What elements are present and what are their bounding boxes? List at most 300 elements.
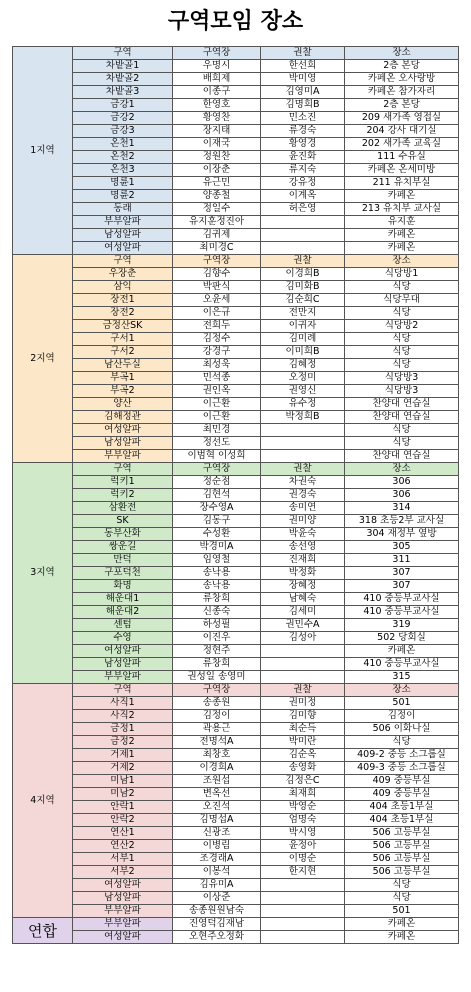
cell-district: 럭키1 bbox=[73, 476, 173, 489]
table-row bbox=[13, 268, 459, 281]
table-row bbox=[13, 528, 459, 541]
cell-place: 315 bbox=[345, 671, 459, 684]
cell-district: 차밭골1 bbox=[73, 60, 173, 73]
table-row bbox=[13, 86, 459, 99]
cell-district: 구서2 bbox=[73, 346, 173, 359]
cell-leader: 신종숙 bbox=[173, 606, 261, 619]
cell-place: 식당무대 bbox=[345, 294, 459, 307]
cell-place: 409-2 중등 소그룹실 bbox=[345, 749, 459, 762]
cell-place: 식당 bbox=[345, 333, 459, 346]
table-row bbox=[13, 892, 459, 905]
cell-assistant: 박윤숙 bbox=[261, 528, 345, 541]
cell-district: 온천3 bbox=[73, 164, 173, 177]
cell-district: 서부2 bbox=[73, 866, 173, 879]
cell-district: 삼환전 bbox=[73, 502, 173, 515]
cell-place: 318 초등2부 교사실 bbox=[345, 515, 459, 528]
cell-assistant: 권민수A bbox=[261, 619, 345, 632]
cell-district: 부곡1 bbox=[73, 372, 173, 385]
cell-district: 명륜2 bbox=[73, 190, 173, 203]
table-row bbox=[13, 372, 459, 385]
table-row bbox=[13, 762, 459, 775]
cell-leader: 송종원 bbox=[173, 697, 261, 710]
cell-district: 부부알파 bbox=[73, 450, 173, 463]
cell-leader: 정일수 bbox=[173, 203, 261, 216]
cell-district: 해운대2 bbox=[73, 606, 173, 619]
region-header-row bbox=[13, 463, 459, 476]
cell-place: 506 고등부실 bbox=[345, 866, 459, 879]
cell-place: 501 bbox=[345, 905, 459, 918]
cell-district: 남산두실 bbox=[73, 359, 173, 372]
cell-place: 209 새가족 영접실 bbox=[345, 112, 459, 125]
cell-leader: 오윤세 bbox=[173, 294, 261, 307]
cell-place: 306 bbox=[345, 476, 459, 489]
cell-district: 여성알파 bbox=[73, 931, 173, 944]
cell-assistant: 민소진 bbox=[261, 112, 345, 125]
cell-place: 식당 bbox=[345, 359, 459, 372]
column-header-place: 장소 bbox=[345, 255, 459, 268]
table-row bbox=[13, 541, 459, 554]
cell-assistant: 엄명숙 bbox=[261, 814, 345, 827]
table-row bbox=[13, 385, 459, 398]
cell-assistant: 이귀자 bbox=[261, 320, 345, 333]
table-row bbox=[13, 580, 459, 593]
cell-place: 식당방1 bbox=[345, 268, 459, 281]
cell-leader: 정원찬 bbox=[173, 151, 261, 164]
cell-place: 식당 bbox=[345, 281, 459, 294]
cell-assistant: 윤진화 bbox=[261, 151, 345, 164]
cell-district: 거제1 bbox=[73, 749, 173, 762]
table-row bbox=[13, 138, 459, 151]
cell-district: 수영 bbox=[73, 632, 173, 645]
table-row bbox=[13, 606, 459, 619]
table-row bbox=[13, 840, 459, 853]
table-row bbox=[13, 788, 459, 801]
cell-leader: 이재국 bbox=[173, 138, 261, 151]
cell-district: 부부알파 bbox=[73, 671, 173, 684]
table-row bbox=[13, 359, 459, 372]
cell-district: 만덕 bbox=[73, 554, 173, 567]
column-header-place: 장소 bbox=[345, 684, 459, 697]
cell-leader: 이경희A bbox=[173, 762, 261, 775]
cell-district: 온천2 bbox=[73, 151, 173, 164]
cell-assistant bbox=[261, 918, 345, 931]
cell-assistant bbox=[261, 229, 345, 242]
column-header-leader: 구역장 bbox=[173, 684, 261, 697]
table-row bbox=[13, 60, 459, 73]
cell-leader: 곽용근 bbox=[173, 723, 261, 736]
cell-place: 2층 본당 bbox=[345, 60, 459, 73]
cell-assistant: 윤정아 bbox=[261, 840, 345, 853]
cell-assistant: 김미례 bbox=[261, 333, 345, 346]
cell-district: 동래 bbox=[73, 203, 173, 216]
cell-assistant bbox=[261, 437, 345, 450]
table-row bbox=[13, 411, 459, 424]
cell-place: 410 중등부교사실 bbox=[345, 606, 459, 619]
cell-district: 금정1 bbox=[73, 723, 173, 736]
cell-district: 센텀 bbox=[73, 619, 173, 632]
cell-leader: 장수영A bbox=[173, 502, 261, 515]
cell-district: 미남2 bbox=[73, 788, 173, 801]
cell-leader: 박경미A bbox=[173, 541, 261, 554]
cell-leader: 김향수 bbox=[173, 268, 261, 281]
table-row bbox=[13, 879, 459, 892]
cell-district: 여성알파 bbox=[73, 645, 173, 658]
table-row bbox=[13, 502, 459, 515]
cell-place: 202 새가족 교육실 bbox=[345, 138, 459, 151]
cell-leader: 유지훈정진아 bbox=[173, 216, 261, 229]
table-row bbox=[13, 294, 459, 307]
table-row bbox=[13, 931, 459, 944]
cell-assistant: 한지현 bbox=[261, 866, 345, 879]
cell-assistant bbox=[261, 645, 345, 658]
cell-district: 명륜1 bbox=[73, 177, 173, 190]
cell-district: 양산 bbox=[73, 398, 173, 411]
table-row bbox=[13, 710, 459, 723]
cell-leader: 류창희 bbox=[173, 593, 261, 606]
cell-assistant: 박정희B bbox=[261, 411, 345, 424]
table-row bbox=[13, 619, 459, 632]
table-row bbox=[13, 723, 459, 736]
cell-district: 금정2 bbox=[73, 736, 173, 749]
column-header-assistant: 권찰 bbox=[261, 463, 345, 476]
table-row bbox=[13, 281, 459, 294]
table-body bbox=[13, 47, 459, 944]
cell-place: 319 bbox=[345, 619, 459, 632]
cell-leader: 오현주오정화 bbox=[173, 931, 261, 944]
cell-assistant: 송영화 bbox=[261, 762, 345, 775]
cell-place: 501 bbox=[345, 697, 459, 710]
cell-assistant: 류경숙 bbox=[261, 125, 345, 138]
cell-place: 카페온 bbox=[345, 190, 459, 203]
cell-place: 카페온 bbox=[345, 645, 459, 658]
table-row bbox=[13, 320, 459, 333]
cell-assistant bbox=[261, 905, 345, 918]
cell-leader: 이상준 bbox=[173, 892, 261, 905]
cell-assistant: 이미희B bbox=[261, 346, 345, 359]
cell-assistant: 송선영 bbox=[261, 541, 345, 554]
cell-leader: 김정이 bbox=[173, 710, 261, 723]
cell-district: 안락2 bbox=[73, 814, 173, 827]
table-row bbox=[13, 697, 459, 710]
table-row bbox=[13, 398, 459, 411]
cell-place: 404 초등1부실 bbox=[345, 801, 459, 814]
cell-district: 화명 bbox=[73, 580, 173, 593]
cell-place: 410 중등부교사실 bbox=[345, 658, 459, 671]
cell-district: 동부산화 bbox=[73, 528, 173, 541]
page-title: 구역모임 장소 bbox=[167, 9, 304, 34]
column-header-district: 구역 bbox=[73, 684, 173, 697]
cell-place: 식당 bbox=[345, 307, 459, 320]
table-row bbox=[13, 515, 459, 528]
cell-assistant bbox=[261, 671, 345, 684]
region-label: 3지역 bbox=[13, 463, 73, 684]
region-label: 연합 bbox=[13, 918, 73, 944]
cell-leader: 송낙용 bbox=[173, 580, 261, 593]
cell-assistant: 권영신 bbox=[261, 385, 345, 398]
cell-district: 부부알파 bbox=[73, 216, 173, 229]
cell-leader: 전희두 bbox=[173, 320, 261, 333]
cell-assistant: 류지숙 bbox=[261, 164, 345, 177]
cell-place: 카페온 bbox=[345, 918, 459, 931]
table-row bbox=[13, 814, 459, 827]
cell-leader: 강경구 bbox=[173, 346, 261, 359]
cell-assistant: 박시영 bbox=[261, 827, 345, 840]
cell-leader: 조경래A bbox=[173, 853, 261, 866]
cell-leader: 하성필 bbox=[173, 619, 261, 632]
cell-place: 307 bbox=[345, 580, 459, 593]
cell-leader: 이장춘 bbox=[173, 164, 261, 177]
cell-leader: 송낙용 bbox=[173, 567, 261, 580]
cell-assistant bbox=[261, 658, 345, 671]
table-row bbox=[13, 736, 459, 749]
cell-district: 금강3 bbox=[73, 125, 173, 138]
table-row bbox=[13, 151, 459, 164]
cell-district: SK bbox=[73, 515, 173, 528]
cell-leader: 이근환 bbox=[173, 411, 261, 424]
cell-place: 찬양대 연습실 bbox=[345, 450, 459, 463]
cell-leader: 오진석 bbox=[173, 801, 261, 814]
cell-assistant: 김혜정 bbox=[261, 359, 345, 372]
cell-leader: 이범혁 이성희 bbox=[173, 450, 261, 463]
cell-district: 서부1 bbox=[73, 853, 173, 866]
cell-district: 여성알파 bbox=[73, 424, 173, 437]
cell-district: 장전1 bbox=[73, 294, 173, 307]
cell-district: 차밭골3 bbox=[73, 86, 173, 99]
cell-leader: 정선도 bbox=[173, 437, 261, 450]
region-header-row bbox=[13, 255, 459, 268]
region-header-row bbox=[13, 47, 459, 60]
cell-district: 구서1 bbox=[73, 333, 173, 346]
table-row bbox=[13, 827, 459, 840]
cell-leader: 진영덕김재남 bbox=[173, 918, 261, 931]
cell-district: 사직2 bbox=[73, 710, 173, 723]
table-row bbox=[13, 307, 459, 320]
cell-assistant: 이계옥 bbox=[261, 190, 345, 203]
cell-district: 금정산SK bbox=[73, 320, 173, 333]
table-row bbox=[13, 216, 459, 229]
region-label: 4지역 bbox=[13, 684, 73, 918]
table-row bbox=[13, 450, 459, 463]
cell-place: 2층 본당 bbox=[345, 99, 459, 112]
cell-leader: 최성욱 bbox=[173, 359, 261, 372]
cell-assistant: 김정은C bbox=[261, 775, 345, 788]
table-row bbox=[13, 658, 459, 671]
table-row bbox=[13, 671, 459, 684]
cell-leader: 김유미A bbox=[173, 879, 261, 892]
cell-district: 김해정관 bbox=[73, 411, 173, 424]
cell-district: 여성알파 bbox=[73, 242, 173, 255]
cell-leader: 이병림 bbox=[173, 840, 261, 853]
cell-assistant: 박영순 bbox=[261, 801, 345, 814]
table-row bbox=[13, 554, 459, 567]
cell-district: 럭키2 bbox=[73, 489, 173, 502]
cell-leader: 유근민 bbox=[173, 177, 261, 190]
table-row bbox=[13, 853, 459, 866]
cell-district: 연산1 bbox=[73, 827, 173, 840]
cell-place: 식당 bbox=[345, 892, 459, 905]
cell-district: 거제2 bbox=[73, 762, 173, 775]
cell-place: 식당 bbox=[345, 437, 459, 450]
column-header-district: 구역 bbox=[73, 47, 173, 60]
cell-place: 213 유치부 교사실 bbox=[345, 203, 459, 216]
cell-district: 금강2 bbox=[73, 112, 173, 125]
cell-leader: 이종구 bbox=[173, 86, 261, 99]
cell-place: 카페온 bbox=[345, 229, 459, 242]
cell-assistant: 김성아 bbox=[261, 632, 345, 645]
cell-district: 미남1 bbox=[73, 775, 173, 788]
cell-district: 남성알파 bbox=[73, 892, 173, 905]
table-row bbox=[13, 645, 459, 658]
cell-assistant: 장혜정 bbox=[261, 580, 345, 593]
cell-place: 410 중등부교사실 bbox=[345, 593, 459, 606]
table-row bbox=[13, 775, 459, 788]
column-header-district: 구역 bbox=[73, 255, 173, 268]
cell-place: 506 고등부실 bbox=[345, 840, 459, 853]
cell-district: 우장춘 bbox=[73, 268, 173, 281]
table-row bbox=[13, 476, 459, 489]
cell-district: 부곡2 bbox=[73, 385, 173, 398]
column-header-place: 장소 bbox=[345, 47, 459, 60]
cell-place: 314 bbox=[345, 502, 459, 515]
cell-assistant: 김미향 bbox=[261, 710, 345, 723]
cell-district: 안락1 bbox=[73, 801, 173, 814]
cell-district: 부부알파 bbox=[73, 918, 173, 931]
table-row bbox=[13, 905, 459, 918]
cell-place: 식당 bbox=[345, 736, 459, 749]
cell-place: 식당 bbox=[345, 424, 459, 437]
cell-place: 찬양대 연습실 bbox=[345, 398, 459, 411]
cell-leader: 한영호 bbox=[173, 99, 261, 112]
cell-leader: 수성환 bbox=[173, 528, 261, 541]
cell-assistant bbox=[261, 879, 345, 892]
cell-place: 502 당회실 bbox=[345, 632, 459, 645]
cell-assistant: 김순옥 bbox=[261, 749, 345, 762]
table-row bbox=[13, 424, 459, 437]
table-row bbox=[13, 866, 459, 879]
column-header-place: 장소 bbox=[345, 463, 459, 476]
cell-place: 307 bbox=[345, 567, 459, 580]
cell-assistant bbox=[261, 450, 345, 463]
cell-place: 409 중등부실 bbox=[345, 775, 459, 788]
cell-assistant bbox=[261, 931, 345, 944]
column-header-leader: 구역장 bbox=[173, 255, 261, 268]
cell-district: 부부알파 bbox=[73, 905, 173, 918]
cell-district: 장전2 bbox=[73, 307, 173, 320]
cell-assistant: 이명순 bbox=[261, 853, 345, 866]
cell-district: 삼익 bbox=[73, 281, 173, 294]
column-header-leader: 구역장 bbox=[173, 463, 261, 476]
table-row bbox=[13, 190, 459, 203]
table-row bbox=[13, 918, 459, 931]
table-row bbox=[13, 593, 459, 606]
table-row bbox=[13, 177, 459, 190]
cell-place: 식당 bbox=[345, 879, 459, 892]
cell-place: 카페온 bbox=[345, 931, 459, 944]
cell-leader: 류창희 bbox=[173, 658, 261, 671]
cell-leader: 최창호 bbox=[173, 749, 261, 762]
table-row bbox=[13, 73, 459, 86]
table-row bbox=[13, 801, 459, 814]
cell-district: 구포덕천 bbox=[73, 567, 173, 580]
cell-leader: 김귀제 bbox=[173, 229, 261, 242]
cell-place: 식당 bbox=[345, 346, 459, 359]
cell-assistant: 김세미 bbox=[261, 606, 345, 619]
cell-assistant: 김순희C bbox=[261, 294, 345, 307]
table-row bbox=[13, 437, 459, 450]
cell-assistant: 권미양 bbox=[261, 515, 345, 528]
cell-assistant: 박미란 bbox=[261, 736, 345, 749]
cell-assistant: 전만지 bbox=[261, 307, 345, 320]
cell-place: 409-3 중등 소그룹실 bbox=[345, 762, 459, 775]
cell-assistant bbox=[261, 242, 345, 255]
cell-district: 여성알파 bbox=[73, 879, 173, 892]
cell-district: 금강1 bbox=[73, 99, 173, 112]
cell-leader: 이진우 bbox=[173, 632, 261, 645]
table-row bbox=[13, 333, 459, 346]
cell-leader: 권성일 송영미 bbox=[173, 671, 261, 684]
cell-place: 찬양대 연습실 bbox=[345, 411, 459, 424]
cell-district: 사직1 bbox=[73, 697, 173, 710]
cell-leader: 우명시 bbox=[173, 60, 261, 73]
cell-leader: 송종원원남숙 bbox=[173, 905, 261, 918]
cell-place: 유지훈 bbox=[345, 216, 459, 229]
cell-assistant: 김명희B bbox=[261, 99, 345, 112]
table-row bbox=[13, 567, 459, 580]
cell-place: 김정이 bbox=[345, 710, 459, 723]
cell-leader: 민석종 bbox=[173, 372, 261, 385]
table-row bbox=[13, 242, 459, 255]
column-header-assistant: 권찰 bbox=[261, 47, 345, 60]
cell-assistant: 차권숙 bbox=[261, 476, 345, 489]
cell-place: 카페온 오사랑방 bbox=[345, 73, 459, 86]
cell-leader: 박판식 bbox=[173, 281, 261, 294]
cell-place: 305 bbox=[345, 541, 459, 554]
cell-place: 409 중등부실 bbox=[345, 788, 459, 801]
cell-assistant: 오정미 bbox=[261, 372, 345, 385]
cell-leader: 장지태 bbox=[173, 125, 261, 138]
cell-assistant: 박정화 bbox=[261, 567, 345, 580]
cell-assistant: 권미정 bbox=[261, 697, 345, 710]
cell-leader: 권인옥 bbox=[173, 385, 261, 398]
cell-place: 304 재정부 옆방 bbox=[345, 528, 459, 541]
cell-assistant: 한선희 bbox=[261, 60, 345, 73]
table-row bbox=[13, 164, 459, 177]
cell-place: 식당방3 bbox=[345, 372, 459, 385]
cell-leader: 황영찬 bbox=[173, 112, 261, 125]
cell-place: 404 초등1부실 bbox=[345, 814, 459, 827]
cell-district: 남성알파 bbox=[73, 658, 173, 671]
cell-place: 카페온 온세미방 bbox=[345, 164, 459, 177]
cell-place: 311 bbox=[345, 554, 459, 567]
table-row bbox=[13, 99, 459, 112]
cell-assistant: 강유정 bbox=[261, 177, 345, 190]
cell-place: 506 고등부실 bbox=[345, 853, 459, 866]
cell-place: 식당방3 bbox=[345, 385, 459, 398]
cell-district: 연산2 bbox=[73, 840, 173, 853]
cell-leader: 최미경C bbox=[173, 242, 261, 255]
cell-assistant: 김미화B bbox=[261, 281, 345, 294]
cell-place: 306 bbox=[345, 489, 459, 502]
table-row bbox=[13, 203, 459, 216]
region-label: 1지역 bbox=[13, 47, 73, 255]
column-header-leader: 구역장 bbox=[173, 47, 261, 60]
cell-district: 차밭골2 bbox=[73, 73, 173, 86]
cell-leader: 신광조 bbox=[173, 827, 261, 840]
cell-district: 남성알파 bbox=[73, 229, 173, 242]
table-row bbox=[13, 125, 459, 138]
cell-leader: 이근환 bbox=[173, 398, 261, 411]
cell-assistant: 진재희 bbox=[261, 554, 345, 567]
